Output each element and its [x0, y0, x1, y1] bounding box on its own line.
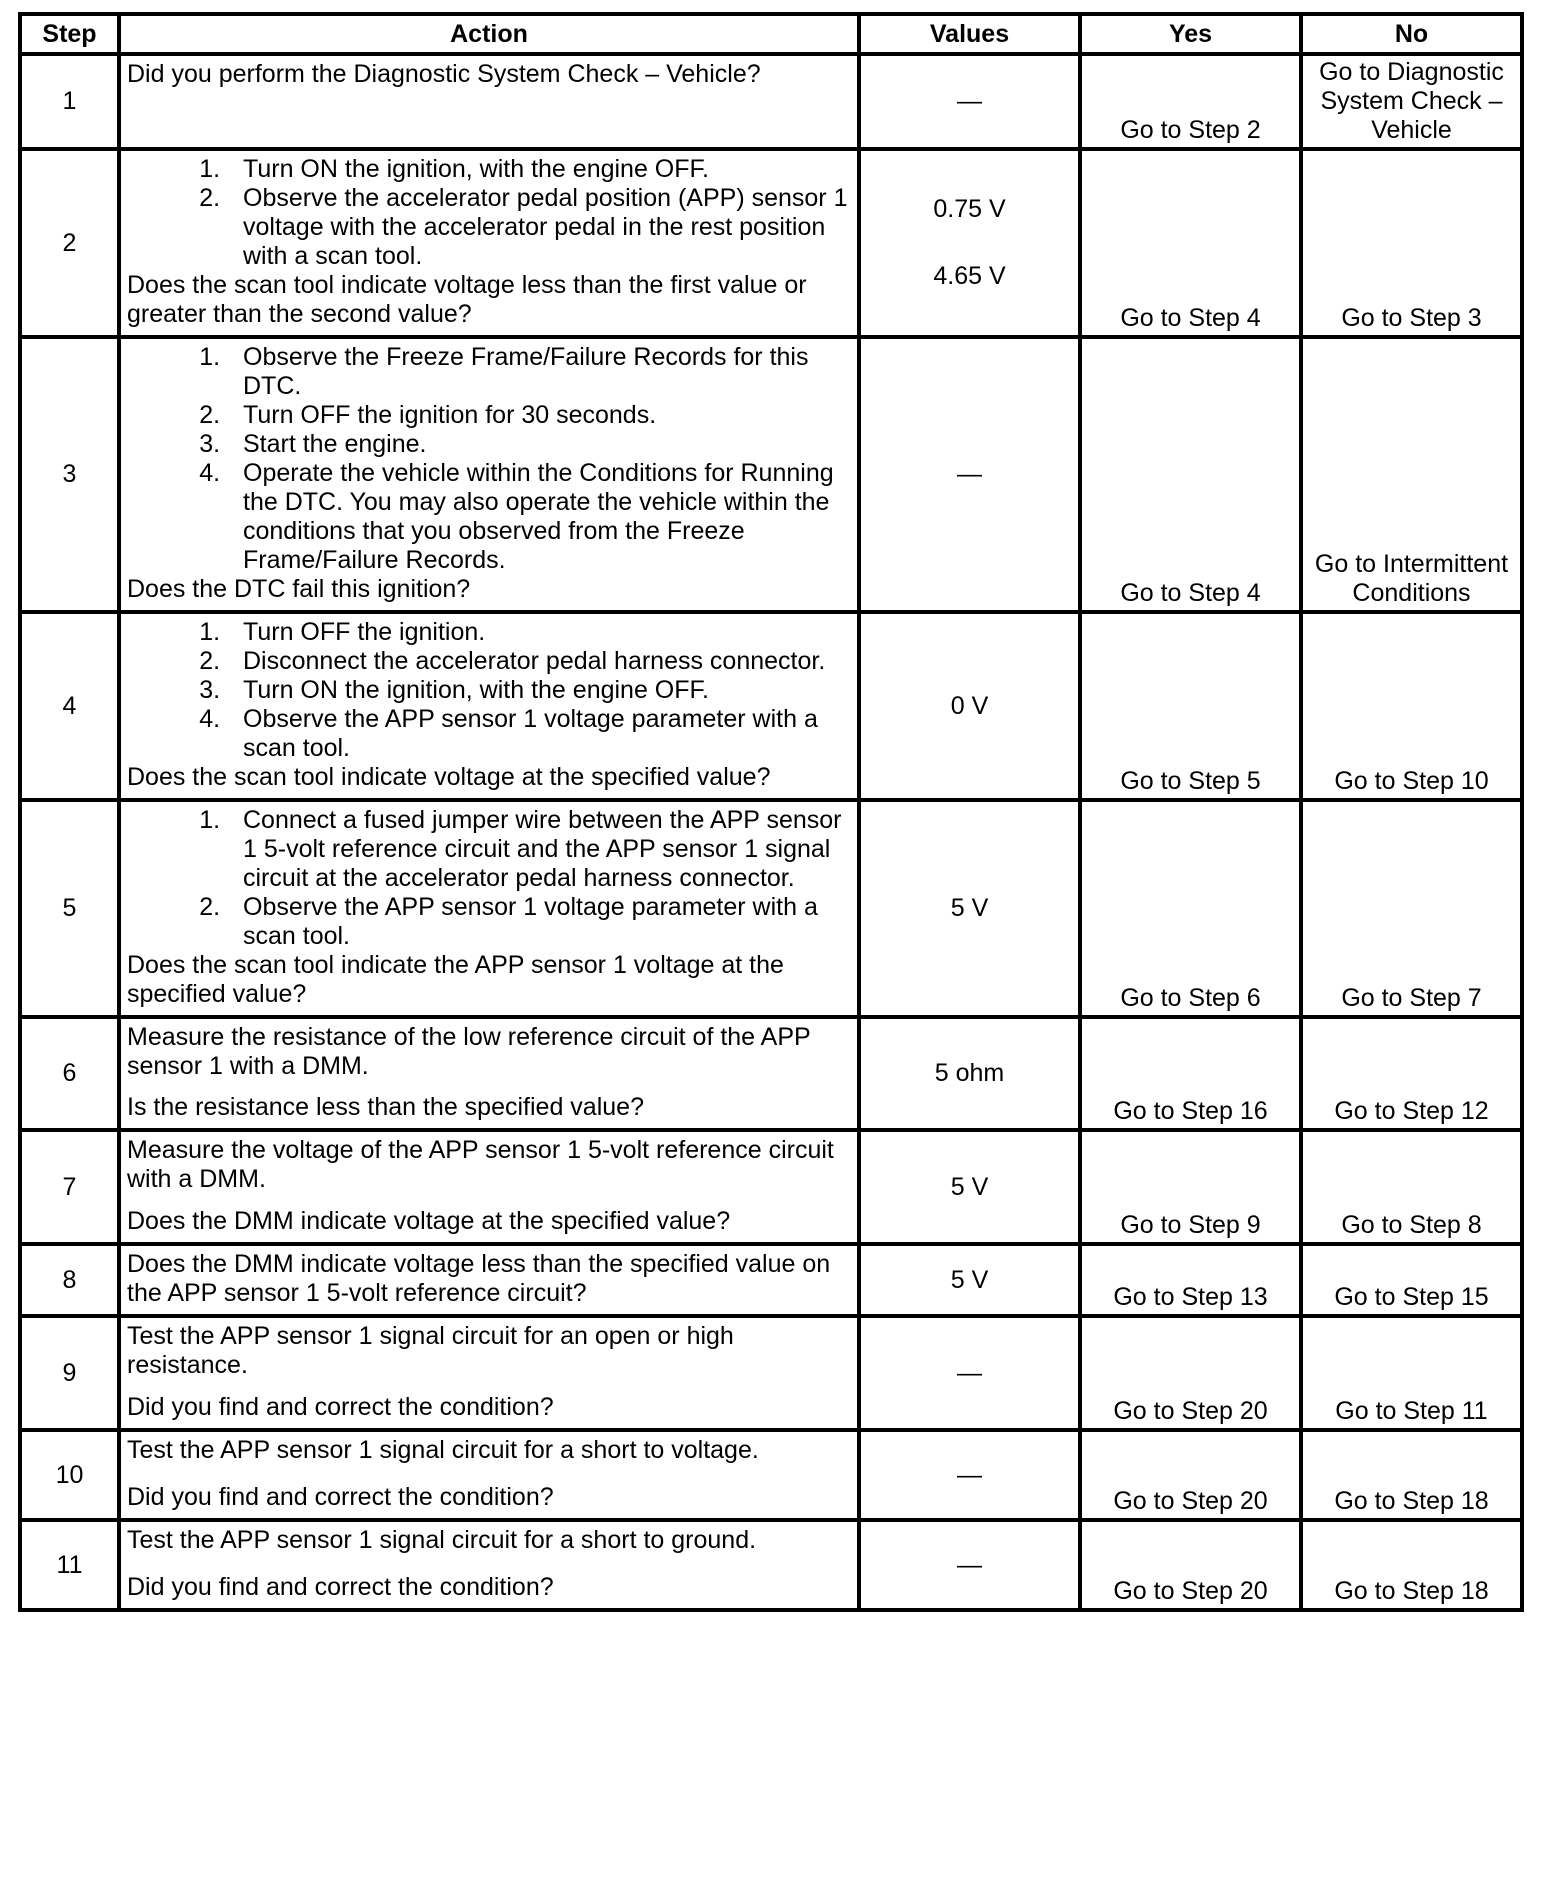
action-cell: [119, 1244, 859, 1316]
action-question: Did you find and correct the condition?: [127, 1393, 554, 1421]
instruction-item: 1. Connect a fused jumper wire between the APP sensor 1 5-volt reference circuit and the APP sensor 1 signal circuit at the accelerator pedal harness connector.: [227, 806, 849, 893]
action-cell: [119, 800, 859, 1017]
no-outcome: Go to Step 18: [1301, 1430, 1522, 1520]
value-text: 4.65 V: [933, 262, 1006, 290]
values-cell: [859, 149, 1080, 337]
value-text: —: [957, 1358, 982, 1387]
instruction-list: [127, 155, 849, 271]
step-number: 4: [20, 612, 119, 800]
action-cell: [119, 1130, 859, 1244]
yes-outcome: Go to Step 2: [1080, 54, 1301, 149]
yes-outcome: Go to Step 20: [1080, 1430, 1301, 1520]
action-question: Did you find and correct the condition?: [127, 1483, 554, 1511]
action-question: Did you find and correct the condition?: [127, 1573, 554, 1601]
no-outcome: Go to Intermittent Conditions: [1301, 337, 1522, 612]
action-question: Did you perform the Diagnostic System Check – Vehicle?: [127, 60, 761, 88]
table-row: [20, 337, 1522, 612]
instruction-item: 4. Operate the vehicle within the Conditions for Running the DTC. You may also operate the vehicle within the conditions that you observed from the Freeze Frame/Failure Records.: [227, 459, 849, 575]
table-row: [20, 1130, 1522, 1244]
header-yes: Yes: [1080, 14, 1301, 54]
no-outcome: Go to Step 3: [1301, 149, 1522, 337]
instruction-item: 4. Observe the APP sensor 1 voltage parameter with a scan tool.: [227, 705, 849, 763]
table-row: [20, 800, 1522, 1017]
step-number: 10: [20, 1430, 119, 1520]
step-number: 6: [20, 1017, 119, 1130]
table-row: [20, 612, 1522, 800]
step-number: 9: [20, 1316, 119, 1430]
step-number: 7: [20, 1130, 119, 1244]
values-cell: [859, 1316, 1080, 1430]
header-step: Step: [20, 14, 119, 54]
yes-outcome: Go to Step 5: [1080, 612, 1301, 800]
value-text: —: [957, 460, 982, 488]
action-question: Does the DMM indicate voltage at the specified value?: [127, 1207, 731, 1235]
yes-outcome: Go to Step 6: [1080, 800, 1301, 1017]
action-cell: [119, 1430, 859, 1520]
action-instructions: [127, 1526, 849, 1555]
action-instructions: [127, 343, 849, 575]
table-row: [20, 54, 1522, 149]
no-outcome: Go to Diagnostic System Check – Vehicle: [1301, 54, 1522, 149]
step-number: 5: [20, 800, 119, 1017]
step-number: 1: [20, 54, 119, 149]
action-question: Is the resistance less than the specified value?: [127, 1093, 644, 1121]
action-cell: [119, 1520, 859, 1610]
instruction-item: 3. Start the engine.: [227, 430, 849, 459]
yes-outcome: Go to Step 13: [1080, 1244, 1301, 1316]
table-row: [20, 1316, 1522, 1430]
header-action: Action: [119, 14, 859, 54]
values-cell: [859, 1520, 1080, 1610]
yes-outcome: Go to Step 20: [1080, 1520, 1301, 1610]
yes-outcome: Go to Step 4: [1080, 337, 1301, 612]
no-outcome: Go to Step 15: [1301, 1244, 1522, 1316]
yes-outcome: Go to Step 9: [1080, 1130, 1301, 1244]
instruction-item: 1. Turn OFF the ignition.: [227, 618, 849, 647]
values-cell: [859, 54, 1080, 149]
action-lead: Measure the voltage of the APP sensor 1 5-volt reference circuit with a DMM.: [127, 1136, 834, 1193]
value-text: 5 V: [950, 1172, 989, 1201]
value-text: —: [957, 1550, 982, 1579]
action-instructions: [127, 1436, 849, 1465]
action-cell: [119, 149, 859, 337]
value-text: 0.75 V: [933, 195, 1006, 223]
action-question: Does the scan tool indicate the APP sensor 1 voltage at the specified value?: [127, 951, 784, 1008]
value-text: —: [957, 1460, 982, 1489]
step-number: 3: [20, 337, 119, 612]
value-text: 0 V: [950, 691, 989, 720]
action-cell: [119, 612, 859, 800]
values-cell: [859, 1130, 1080, 1244]
instruction-list: [127, 806, 849, 951]
instruction-list: [127, 343, 849, 575]
header-row: [20, 14, 1522, 54]
values-cell: [859, 337, 1080, 612]
values-cell: [859, 612, 1080, 800]
yes-outcome: Go to Step 20: [1080, 1316, 1301, 1430]
value-text: 5 V: [950, 894, 989, 922]
value-text: —: [957, 87, 982, 115]
no-outcome: Go to Step 12: [1301, 1017, 1522, 1130]
values-cell: [859, 800, 1080, 1017]
step-number: 2: [20, 149, 119, 337]
values-cell: [859, 1430, 1080, 1520]
table-row: [20, 1244, 1522, 1316]
action-instructions: [127, 1322, 849, 1380]
no-outcome: Go to Step 18: [1301, 1520, 1522, 1610]
header-no: No: [1301, 14, 1522, 54]
action-lead: Measure the resistance of the low reference circuit of the APP sensor 1 with a DMM.: [127, 1023, 811, 1080]
value-text: 5 ohm: [934, 1059, 1005, 1087]
values-cell: [859, 1017, 1080, 1130]
action-cell: [119, 337, 859, 612]
values-cell: [859, 1244, 1080, 1316]
instruction-item: 2. Disconnect the accelerator pedal harness connector.: [227, 647, 849, 676]
instruction-item: 3. Turn ON the ignition, with the engine OFF.: [227, 676, 849, 705]
no-outcome: Go to Step 11: [1301, 1316, 1522, 1430]
instruction-item: 2. Observe the accelerator pedal position (APP) sensor 1 voltage with the accelerator pedal in the rest position with a scan tool.: [227, 184, 849, 271]
no-outcome: Go to Step 7: [1301, 800, 1522, 1017]
instruction-item: 1. Observe the Freeze Frame/Failure Records for this DTC.: [227, 343, 849, 401]
no-outcome: Go to Step 10: [1301, 612, 1522, 800]
value-text: 5 V: [950, 1265, 989, 1294]
table-row: [20, 1430, 1522, 1520]
action-lead: Test the APP sensor 1 signal circuit for a short to voltage.: [127, 1436, 759, 1464]
action-question: Does the scan tool indicate voltage less than the first value or greater than the second value?: [127, 271, 807, 328]
instruction-item: 2. Observe the APP sensor 1 voltage parameter with a scan tool.: [227, 893, 849, 951]
action-instructions: [127, 1136, 849, 1194]
action-question: Does the DMM indicate voltage less than the specified value on the APP sensor 1 5-volt reference circuit?: [127, 1250, 831, 1307]
action-lead: Test the APP sensor 1 signal circuit for a short to ground.: [127, 1526, 757, 1554]
no-outcome: Go to Step 8: [1301, 1130, 1522, 1244]
step-number: 8: [20, 1244, 119, 1316]
table-row: [20, 1017, 1522, 1130]
header-values: Values: [859, 14, 1080, 54]
action-cell: [119, 1316, 859, 1430]
table-row: [20, 1520, 1522, 1610]
action-instructions: [127, 1023, 849, 1081]
action-instructions: [127, 806, 849, 951]
action-cell: [119, 1017, 859, 1130]
action-cell: [119, 54, 859, 149]
action-lead: Test the APP sensor 1 signal circuit for an open or high resistance.: [127, 1322, 734, 1379]
yes-outcome: Go to Step 16: [1080, 1017, 1301, 1130]
action-instructions: [127, 155, 849, 271]
action-question: Does the DTC fail this ignition?: [127, 575, 471, 603]
yes-outcome: Go to Step 4: [1080, 149, 1301, 337]
table-row: [20, 149, 1522, 337]
instruction-item: 1. Turn ON the ignition, with the engine OFF.: [227, 155, 849, 184]
instruction-item: 2. Turn OFF the ignition for 30 seconds.: [227, 401, 849, 430]
instruction-list: [127, 618, 849, 763]
diagnostic-table: [18, 12, 1524, 1612]
table-body: [20, 54, 1522, 1610]
step-number: 11: [20, 1520, 119, 1610]
action-instructions: [127, 618, 849, 763]
action-question: Does the scan tool indicate voltage at the specified value?: [127, 763, 771, 791]
